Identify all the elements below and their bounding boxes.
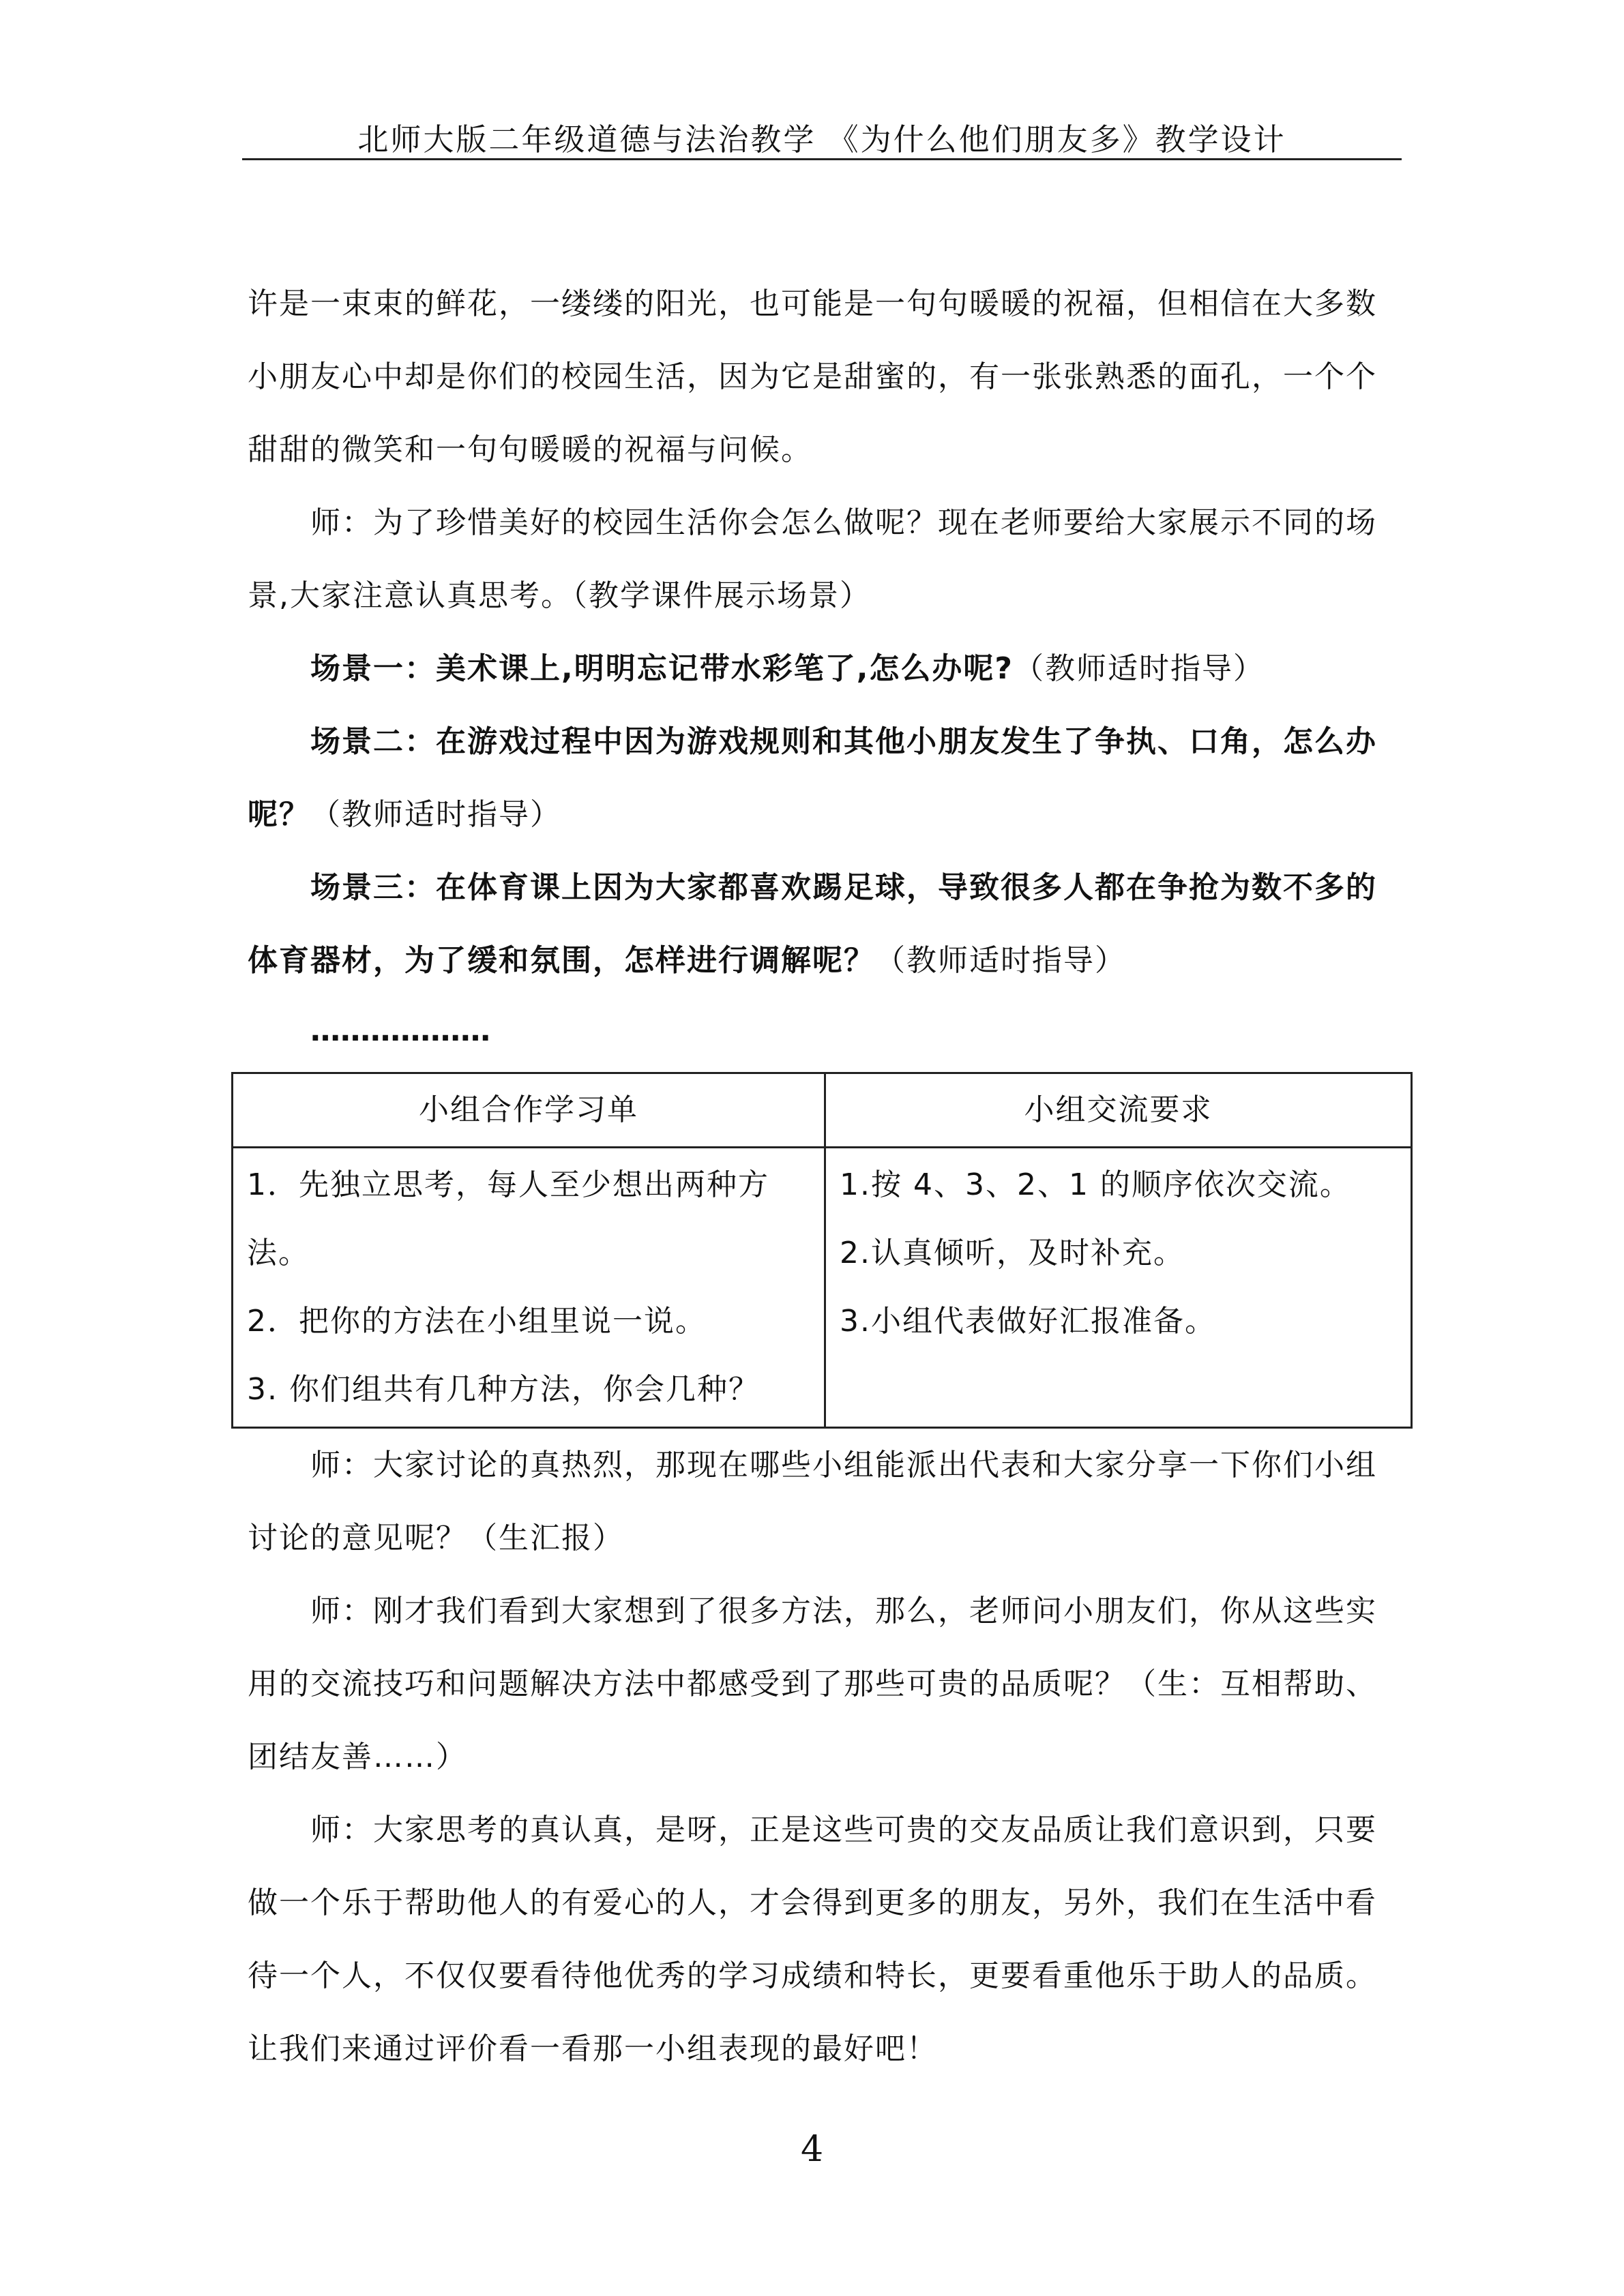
paragraph-qualities: 师：刚才我们看到大家想到了很多方法，那么，老师问小朋友们，你从这些实用的交流技巧和问题解决方法中都感受到了那些可贵的品质呢？（生：互相帮助、团结友善……） [248,1594,1377,1774]
paragraph-discussion: 师：大家讨论的真热烈，那现在哪些小组能派出代表和大家分享一下你们小组讨论的意见呢？（生汇报） [248,1448,1377,1555]
table-header-row [233,1073,1412,1148]
paragraph-teacher-prompt: 师：为了珍惜美好的校园生活你会怎么做呢？现在老师要给大家展示不同的场景,大家注意认真思考。（教学课件展示场景） [248,505,1377,613]
scene-two-text: 场景二：在游戏过程中因为游戏规则和其他小朋友发生了争执、口角，怎么办呢？ [248,724,1377,832]
scene-one-text: 场景一：美术课上,明明忘记带水彩笔了,怎么办呢? [310,651,1014,686]
list-item: 1．先独立思考，每人至少想出两种方法。 [247,1167,769,1270]
list-item: 2．把你的方法在小组里说一说。 [247,1304,707,1339]
page-header: 北师大版二年级道德与法治教学 《为什么他们朋友多》教学设计 [357,121,1286,158]
group-worksheet-table [231,1072,1413,1429]
ellipsis-line: ……………… [310,1013,490,1048]
scene-three-note: （教师适时指导） [875,943,1126,978]
list-item: 3. 你们组共有几种方法，你会几种？ [247,1372,760,1407]
list-item: 1.按 4、3、2、1 的顺序依次交流。 [840,1167,1351,1202]
scene-one-note: （教师适时指导） [1013,651,1265,686]
document-body [248,267,1400,2085]
table-header-study-sheet: 小组合作学习单 [233,1073,825,1148]
list-item: 3.小组代表做好汇报准备。 [840,1304,1216,1339]
scene-three-text: 场景三：在体育课上因为大家都喜欢踢足球，导致很多人都在争抢为数不多的体育器材，为了缓和氛围，怎样进行调解呢？ [248,870,1377,978]
page-number: 4 [800,2129,824,2170]
table-cell-requirements [825,1148,1412,1428]
paragraph-conclusion: 师：大家思考的真认真，是呀，正是这些可贵的交友品质让我们意识到，只要做一个乐于帮助他人的有爱心的人，才会得到更多的朋友，另外，我们在生活中看待一个人，不仅仅要看待他优秀的学习成绩和特长，更要看重他乐于助人的品质。让我们来通过评价看一看那一小组表现的最好吧！ [248,1813,1377,2066]
header-divider [242,158,1402,160]
table-cell-study-steps [233,1148,825,1428]
table-row [233,1148,1412,1428]
table-header-requirements: 小组交流要求 [825,1073,1412,1148]
paragraph-intro: 许是一束束的鲜花，一缕缕的阳光，也可能是一句句暖暖的祝福，但相信在大多数小朋友心中却是你们的校园生活，因为它是甜蜜的，有一张张熟悉的面孔，一个个甜甜的微笑和一句句暖暖的祝福与问候。 [248,286,1377,467]
list-item: 2.认真倾听，及时补充。 [840,1236,1185,1270]
scene-two-note: （教师适时指导） [310,797,561,832]
scene-two [248,705,1400,851]
scene-three [248,851,1400,997]
scene-one [248,632,1400,705]
